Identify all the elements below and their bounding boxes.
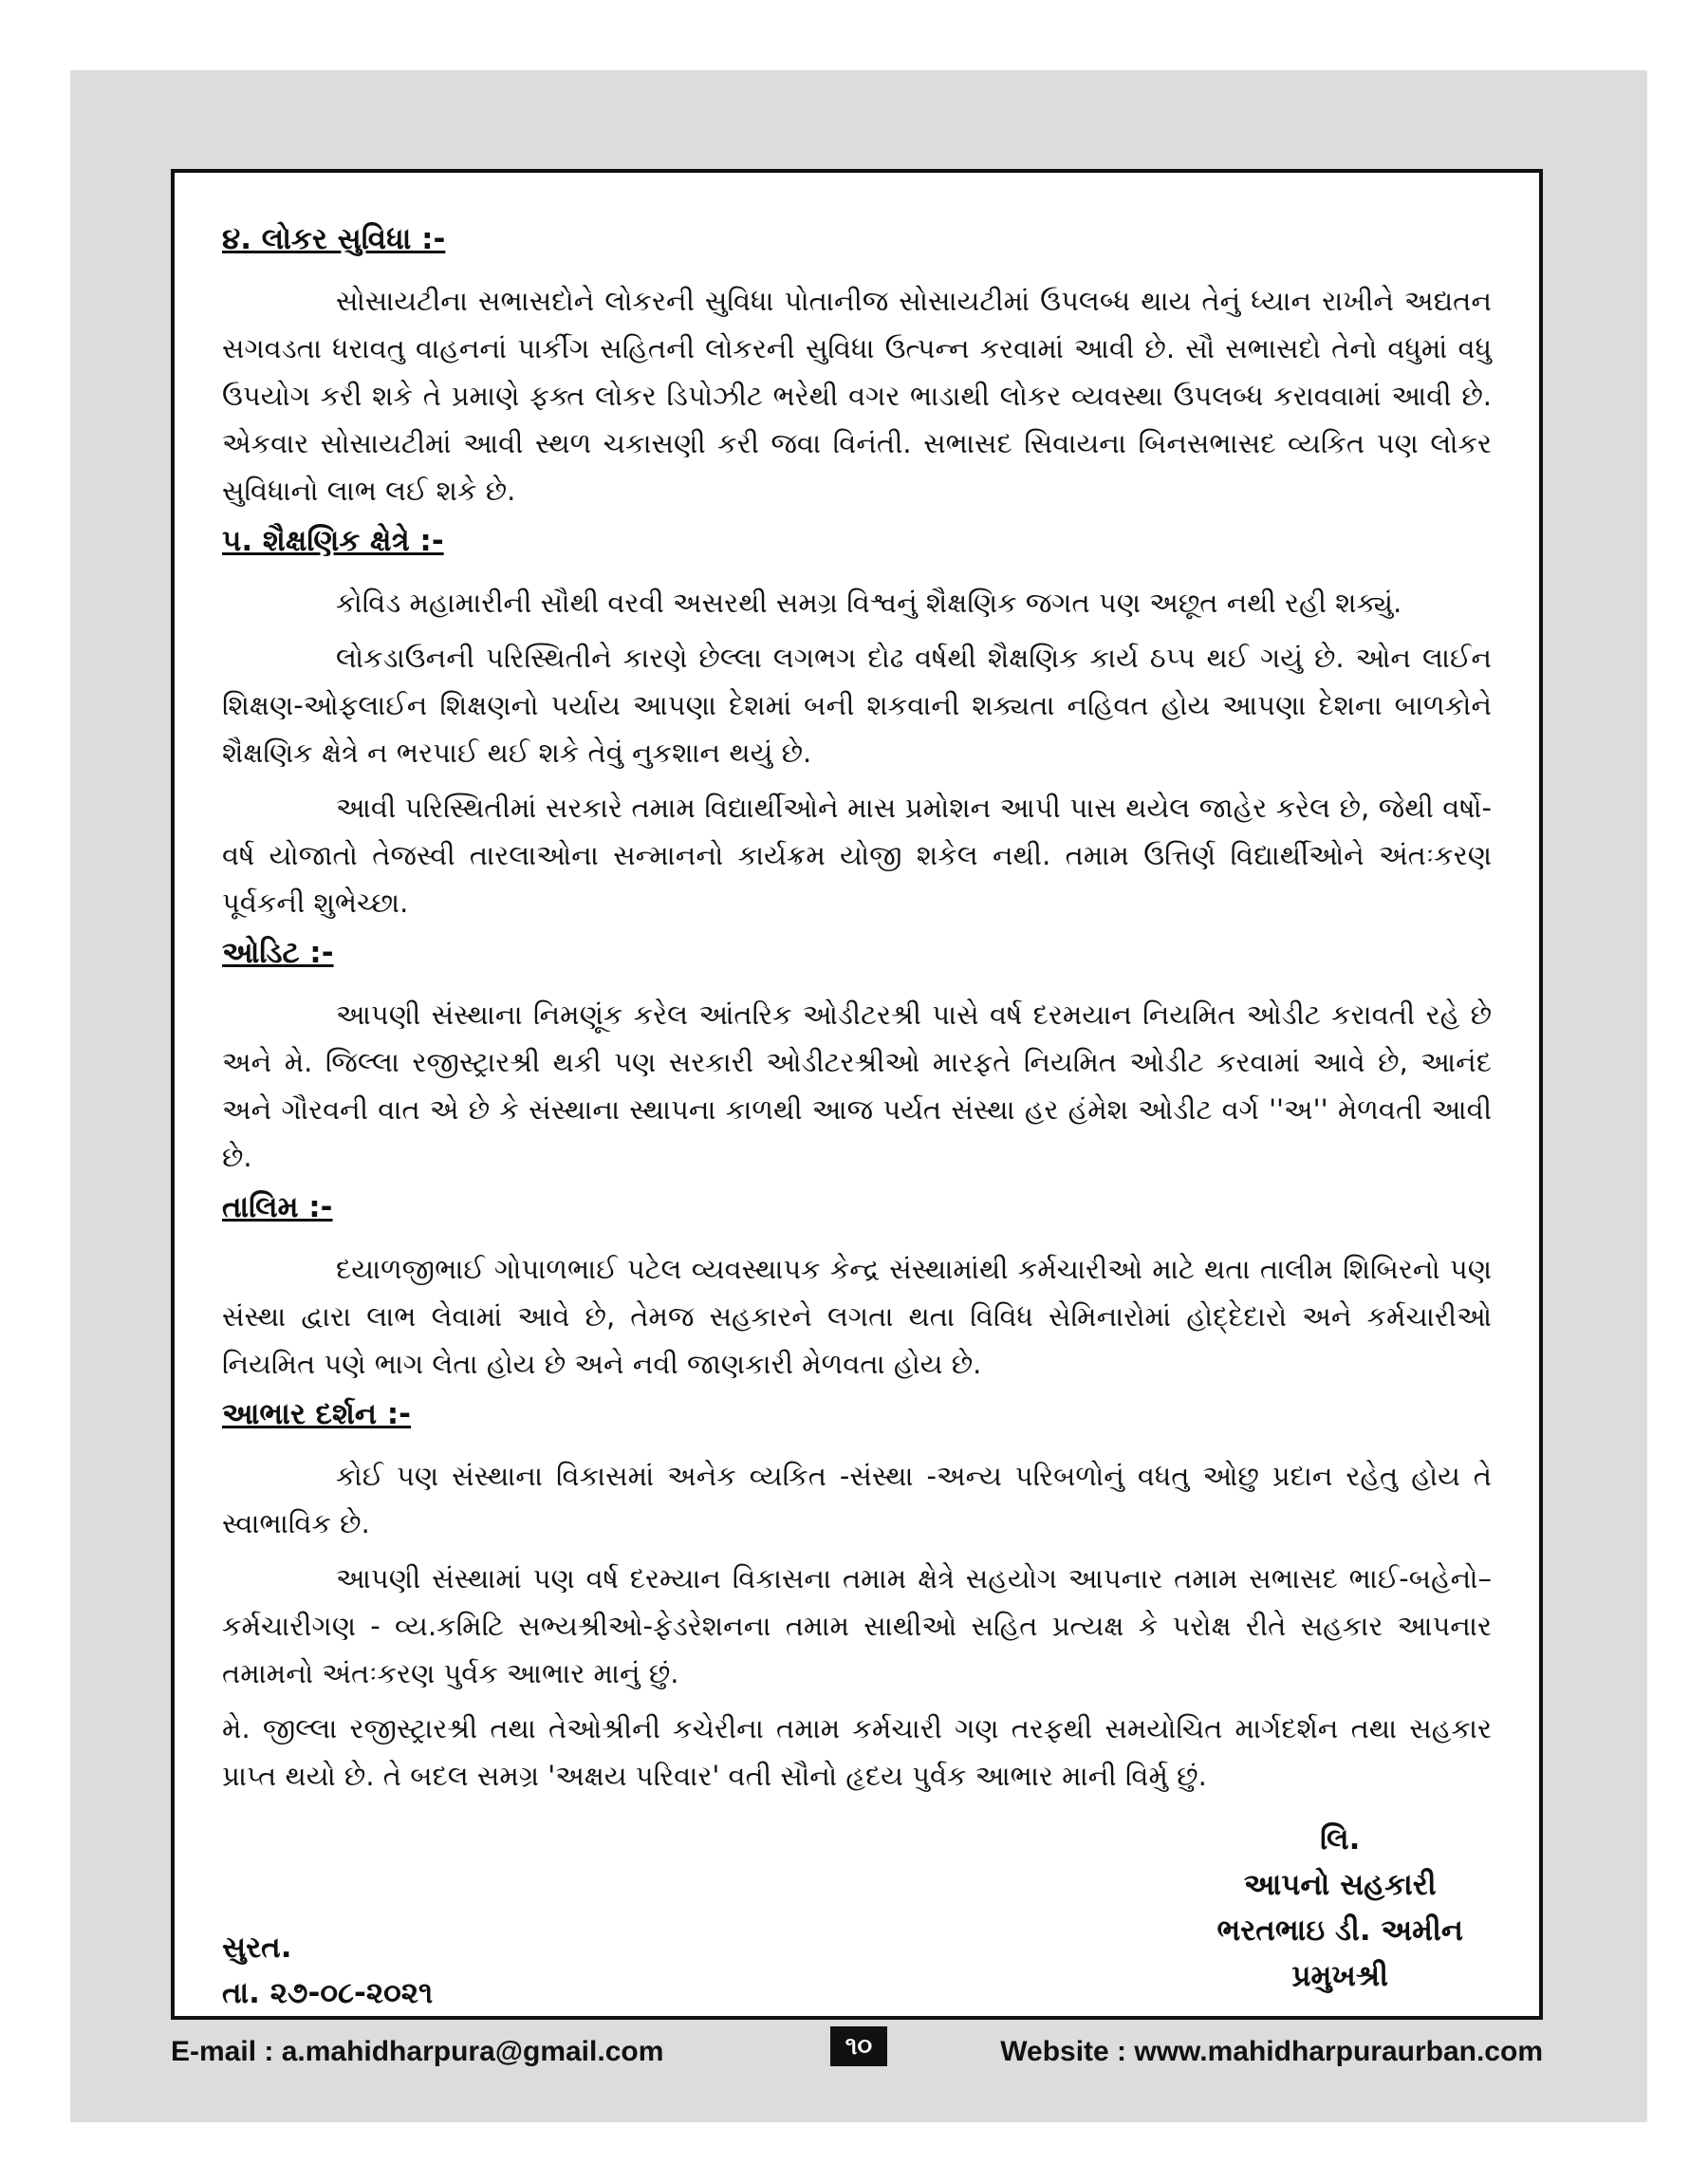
document-content — [171, 169, 1543, 2020]
gratitude-paragraph-2: આપણી સંસ્થામાં પણ વર્ષ દરમ્યાન વિકાસના તમામ ક્ષેત્રે સહયોગ આપનાર તમામ સભાસદ ભાઈ-બહેનો– કર્મચારીગણ - વ્ય.કમિટિ સભ્યશ્રીઓ-ફેડરેશનના તમામ સાથીઓ સહિત પ્રત્યક્ષ કે પરોક્ષ રીતે સહકાર આપનાર તમામનો અંતઃકરણ પુર્વક આભાર માનું છું. — [222, 1562, 1492, 1689]
footer-website: Website : www.mahidharpuraurban.com — [1000, 2036, 1543, 2067]
signature-block — [1216, 1817, 1463, 1999]
training-paragraph: દયાળજીભાઈ ગોપાળભાઈ પટેલ વ્યવસ્થાપક કેન્દ્ર સંસ્થામાંથી કર્મચારીઓ માટે થતા તાલીમ શિબિરનો પણ સંસ્થા દ્વારા લાભ લેવામાં આવે છે, તેમજ સહકારને લગતા થતા વિવિધ સેમિનારોમાં હોદ્દેદારો અને કર્મચારીઓ નિયમિત પણે ભાગ લેતા હોય છે અને નવી જાણકારી મેળવતા હોય છે. — [222, 1253, 1492, 1380]
place: સુરત. — [222, 1931, 292, 1965]
audit-heading: ઓડિટ :- — [222, 936, 334, 970]
gratitude-heading: આભાર દર્શન :- — [222, 1397, 412, 1431]
footer-email: E-mail : a.mahidharpura@gmail.com — [171, 2036, 664, 2067]
signoff-li: લિ. — [1320, 1822, 1361, 1856]
locker-heading: ૪. લોકર સુવિધા :- — [222, 222, 446, 256]
page-footer — [171, 2026, 1543, 2080]
signoff-area — [222, 1817, 1492, 2016]
education-paragraph-2: લોકડાઉનની પરિસ્થિતીને કારણે છેલ્લા લગભગ દોઢ વર્ષથી શૈક્ષણિક કાર્ય ઠપ્પ થઈ ગયું છે. ઓન લાઈન શિક્ષણ-ઓફલાઈન શિક્ષણનો પર્યાય આપણા દેશમાં બની શકવાની શક્યતા નહિવત હોય આપણા દેશના બાળકોને શૈક્ષણિક ક્ષેત્રે ન ભરપાઈ થઈ શકે તેવું નુકશાન થયું છે. — [222, 642, 1492, 769]
date: તા. ૨૭-૦૮-૨૦૨૧ — [222, 1976, 434, 2010]
signoff-line1: આપનો સહકારી — [1243, 1868, 1437, 1902]
locker-paragraph: સોસાયટીના સભાસદોને લોકરની સુવિધા પોતાનીજ સોસાયટીમાં ઉપલબ્ધ થાય તેનું ધ્યાન રાખીને અદ્યતન સગવડતા ધરાવતુ વાહનનાં પાર્કીગ સહિતની લોકરની સુવિધા ઉત્પન્ન કરવામાં આવી છે. સૌ સભાસદો તેનો વધુમાં વધુ ઉપયોગ કરી શકે તે પ્રમાણે ફક્ત લોકર ડિપોઝીટ ભરેથી વગર ભાડાથી લોકર વ્યવસ્થા ઉપલબ્ધ કરાવવામાં આવી છે. એકવાર સોસાયટીમાં આવી સ્થળ ચકાસણી કરી જવા વિનંતી. સભાસદ સિવાયના બિનસભાસદ વ્યકિત પણ લોકર સુવિધાનો લાભ લઈ શકે છે. — [222, 285, 1492, 507]
gratitude-paragraph-1: કોઈ પણ સંસ્થાના વિકાસમાં અનેક વ્યકિત -સંસ્થા -અન્ય પરિબળોનું વધતુ ઓછુ પ્રદાન રહેતુ હોય તે સ્વાભાવિક છે. — [222, 1460, 1492, 1539]
education-heading: ૫. શૈક્ષણિક ક્ષેત્રે :- — [222, 524, 444, 558]
gratitude-paragraph-3: મે. જીલ્લા રજીસ્ટ્રારશ્રી તથા તેઓશ્રીની કચેરીના તમામ કર્મચારી ગણ તરફથી સમયોચિત માર્ગદર્શન તથા સહકાર પ્રાપ્ત થયો છે. તે બદલ સમગ્ર 'અક્ષય પરિવાર' વતી સૌનો હૃદય પુર્વક આભાર માની વિર્મુ છું. — [222, 1712, 1492, 1792]
education-paragraph-3: આવી પરિસ્થિતીમાં સરકારે તમામ વિદ્યાર્થીઓને માસ પ્રમોશન આપી પાસ થયેલ જાહેર કરેલ છે, જેથી વર્ષો-વર્ષ યોજાતો તેજસ્વી તારલાઓના સન્માનનો કાર્યક્રમ યોજી શકેલ નથી. તમામ ઉત્તિર્ણ વિદ્યાર્થીઓને અંતઃકરણ પૂર્વકની શુભેચ્છા. — [222, 792, 1492, 919]
page-number: ૧૦ — [830, 2026, 887, 2066]
education-paragraph-1: કોવિડ મહામારીની સૌથી વરવી અસરથી સમગ્ર વિશ્વનું શૈક્ષણિક જગત પણ અછૂત નથી રહી શક્યું. — [336, 587, 1402, 619]
training-heading: તાલિમ :- — [222, 1190, 333, 1224]
audit-paragraph: આપણી સંસ્થાના નિમણૂંક કરેલ આંતરિક ઓડીટરશ્રી પાસે વર્ષ દરમયાન નિયમિત ઓડીટ કરાવતી રહે છે અને મે. જિલ્લા રજીસ્ટ્રારશ્રી થકી પણ સરકારી ઓડીટરશ્રીઓ મારફતે નિયમિત ઓડીટ કરવામાં આવે છે, આનંદ અને ગૌરવની વાત એ છે કે સંસ્થાના સ્થાપના કાળથી આજ પર્યત સંસ્થા હર હંમેશ ઓડીટ વર્ગ ''અ'' મેળવતી આવી છે. — [222, 998, 1492, 1173]
signoff-designation: પ્રમુખશ્રી — [1291, 1959, 1389, 1993]
place-date-block — [222, 1925, 433, 2016]
signoff-name: ભરતભાઇ ડી. અમીન — [1216, 1913, 1463, 1948]
